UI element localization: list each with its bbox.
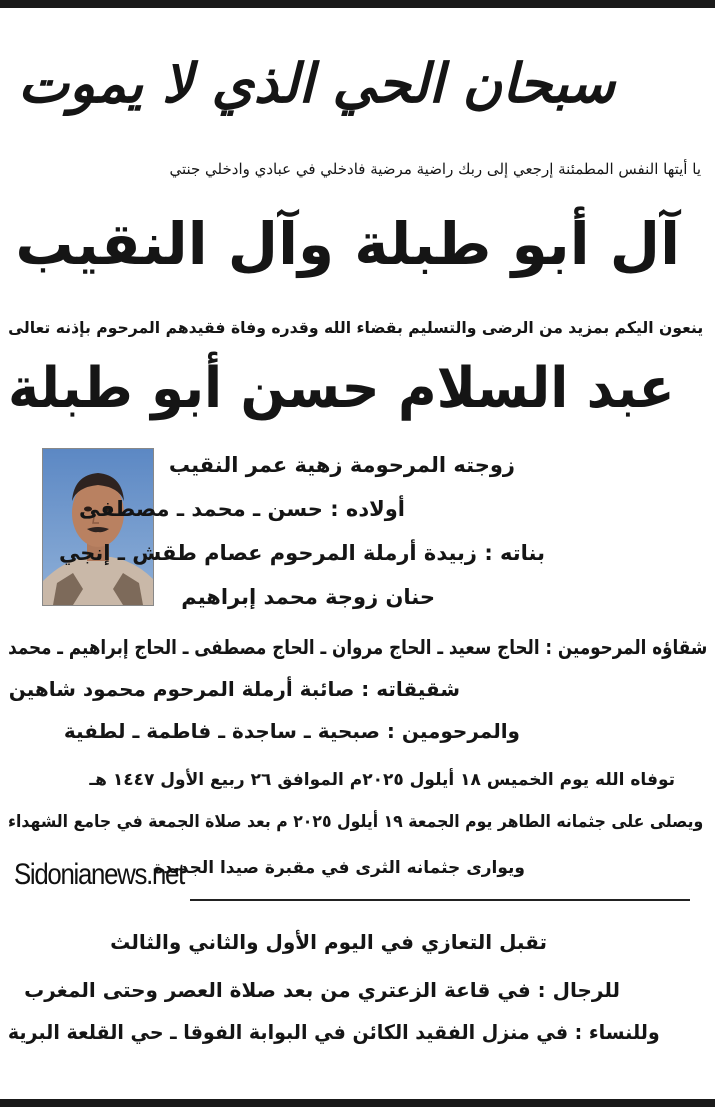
header-calligraphy: سبحان الحي الذي لا يموت — [18, 51, 615, 115]
families-title: آل أبو طبلة وآل النقيب — [15, 210, 680, 278]
funeral-prayer-line: ويصلى على جثمانه الطاهر يوم الجمعة ١٩ أيلول ٢٠٢٥ م بعد صلاة الجمعة في جامع الشهداء — [7, 812, 703, 832]
section-divider — [190, 899, 690, 901]
daughters-line-continued: حنان زوجة محمد إبراهيم — [181, 585, 435, 609]
daughters-line: بناته : زبيدة أرملة المرحوم عصام طقش ـ إنجي — [59, 541, 545, 565]
deceased-name: عبد السلام حسن أبو طبلة — [8, 356, 675, 421]
burial-line: ويوارى جثمانه الثرى في مقبرة صيدا الجديدة — [153, 858, 525, 878]
sons-line: أولاده : حسن ـ محمد ـ مصطفى — [79, 497, 405, 521]
mourning-line: ينعون اليكم بمزيد من الرضى والتسليم بقضاء الله وقدره وفاة فقيدهم المرحوم بإذنه تعالى — [7, 318, 703, 337]
deceased-photo — [42, 448, 154, 606]
quran-verse: يا أيتها النفس المطمئنة إرجعي إلى ربك راضية مرضية فادخلي في عبادي وادخلي جنتي — [169, 160, 701, 178]
wife-line: زوجته المرحومة زهية عمر النقيب — [168, 453, 515, 477]
men-condolences-line: للرجال : في قاعة الزعتري من بعد صلاة العصر وحتى المغرب — [24, 978, 620, 1002]
women-condolences-line: وللنساء : في منزل الفقيد الكائن في البوابة الفوقا ـ حي القلعة البرية — [8, 1020, 660, 1044]
deceased-sisters-line: والمرحومين : صبحية ـ ساجدة ـ فاطمة ـ لطفية — [63, 719, 520, 743]
sisters-line: شقيقاته : صائبة أرملة المرحوم محمود شاهين — [8, 677, 460, 701]
condolences-title: تقبل التعازي في اليوم الأول والثاني والثالث — [110, 930, 547, 954]
top-border — [0, 0, 715, 8]
portrait-image — [43, 449, 153, 605]
death-date-line: توفاه الله يوم الخميس ١٨ أيلول ٢٠٢٥م الموافق ٢٦ ربيع الأول ١٤٤٧ هـ — [89, 770, 675, 790]
site-watermark: Sidonianews.net — [14, 858, 184, 891]
brothers-line: شقاؤه المرحومين : الحاج سعيد ـ الحاج مروان ـ الحاج مصطفى ـ الحاج إبراهيم ـ محمد — [7, 635, 707, 659]
bottom-border — [0, 1099, 715, 1107]
